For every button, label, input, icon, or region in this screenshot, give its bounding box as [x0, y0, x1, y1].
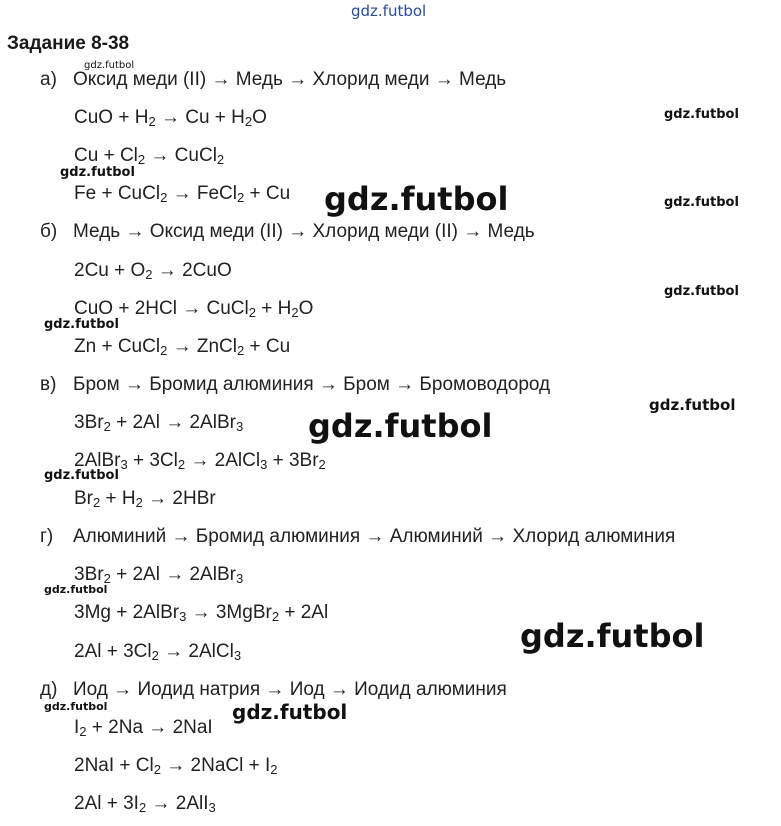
section-scheme: Оксид меди (II) → Медь → Хлорид меди → Медь	[73, 69, 507, 90]
subscript: 2	[160, 190, 168, 206]
equation: Fe + CuCl$_2$ → FeCl$_2$ + Cu	[74, 183, 291, 206]
section-letter: б)	[40, 221, 58, 243]
equation: $I_2 + 2Na \to 2NaI$	[74, 716, 213, 739]
subscript: 3	[235, 418, 244, 434]
section-scheme: Бром → Бромид алюминия → Бром → Бромоводород	[73, 373, 551, 395]
subscript: 2	[103, 571, 111, 587]
subscript: 2	[79, 723, 87, 739]
equation: $2Al + 3Cl_2$ → 2AlCl$_3$	[74, 640, 242, 663]
watermark: gdz.futbol	[44, 700, 108, 713]
equation: $Br_2 + H_2 \to 2HBr$	[74, 488, 216, 511]
subscript: 2	[244, 114, 253, 130]
section-heading	[40, 69, 506, 91]
equation: Zn + CuCl$_2$ → ZnCl$_2$ + Cu	[74, 335, 291, 358]
watermark: gdz.futbol	[60, 165, 135, 180]
subscript: 3	[233, 647, 242, 663]
watermark: gdz.futbol	[664, 195, 739, 210]
subscript: 2	[318, 457, 326, 472]
subscript: 2	[236, 342, 245, 358]
equation: $2Al + 3I_2 \to 2AlI_3$	[74, 792, 216, 815]
watermark: gdz.futbol	[44, 583, 108, 596]
subscript: 3	[179, 609, 187, 625]
watermark: gdz.futbol	[649, 396, 736, 414]
subscript: 2	[216, 152, 225, 168]
subscript: 2	[236, 190, 245, 206]
subscript: 2	[148, 114, 156, 130]
subscript: 2	[135, 495, 143, 511]
watermark: gdz.futbol	[324, 180, 509, 218]
equation: 3Mg + 2AlBr$_3$ → 3MgBr$_2$ + 2Al	[74, 602, 329, 625]
subscript: 3	[208, 799, 216, 815]
subscript: 2	[103, 418, 111, 434]
watermark: gdz.futbol	[44, 317, 119, 332]
section-scheme: Медь → Оксид меди (II) → Хлорид меди (II) → Медь	[73, 221, 535, 243]
watermark: gdz.futbol	[664, 284, 739, 299]
watermark-top: gdz.futbol	[351, 2, 427, 20]
watermark: gdz.futbol	[84, 60, 135, 71]
section-scheme: Иод → Иодид натрия → Иод → Иодид алюминия	[73, 678, 507, 700]
equation: $3Br_2 + 2Al$ → 2AlBr$_3$	[74, 411, 244, 434]
subscript: 2	[137, 152, 146, 168]
section-letter: д)	[40, 678, 58, 700]
subscript: 2	[138, 799, 147, 815]
subscript: 2	[270, 761, 278, 777]
section-heading	[40, 374, 550, 396]
equation: 2AlBr$_3$ + $3Cl_2$ → 2AlCl$_3$ + $3Br_2$	[74, 450, 326, 472]
section-letter: а)	[40, 69, 57, 90]
section-letter: г)	[40, 526, 54, 548]
subscript: 2	[177, 457, 186, 472]
subscript: 3	[235, 571, 244, 587]
subscript: 2	[160, 342, 168, 358]
watermark: gdz.futbol	[232, 700, 348, 724]
subscript: 2	[145, 266, 153, 282]
equation: $Cu + Cl_2$ → CuCl$_2$	[74, 145, 225, 168]
watermark: gdz.futbol	[308, 407, 493, 445]
equation: $3Br_2 + 2Al$ → 2AlBr$_3$	[74, 564, 244, 587]
equation: CuO + 2HCl → CuCl$_2$ + $H_2O$	[74, 297, 314, 320]
watermark: gdz.futbol	[44, 468, 119, 483]
section-letter: в)	[40, 373, 57, 395]
task-title: Задание 8-38	[7, 33, 130, 54]
section-heading	[40, 679, 507, 701]
subscript: 2	[151, 647, 159, 663]
subscript: 3	[260, 457, 268, 472]
equation: $2NaI + Cl_2$ → 2NaCl + $I_2$	[74, 754, 278, 777]
section-scheme: Алюминий → Бромид алюминия → Алюминий → Хлорид алюминия	[73, 526, 676, 548]
equation: CuO + $H_2 \to Cu + H_2O$	[74, 107, 267, 130]
subscript: 2	[248, 304, 256, 320]
section-heading	[40, 526, 675, 548]
subscript: 2	[291, 304, 299, 320]
watermark: gdz.futbol	[520, 617, 705, 655]
subscript: 3	[120, 457, 128, 472]
subscript: 2	[93, 495, 101, 511]
equation: $2Cu + O_2 \to 2CuO$	[74, 259, 232, 282]
section-heading	[40, 221, 535, 243]
subscript: 2	[153, 761, 161, 777]
watermark: gdz.futbol	[664, 107, 739, 122]
subscript: 2	[271, 609, 280, 625]
